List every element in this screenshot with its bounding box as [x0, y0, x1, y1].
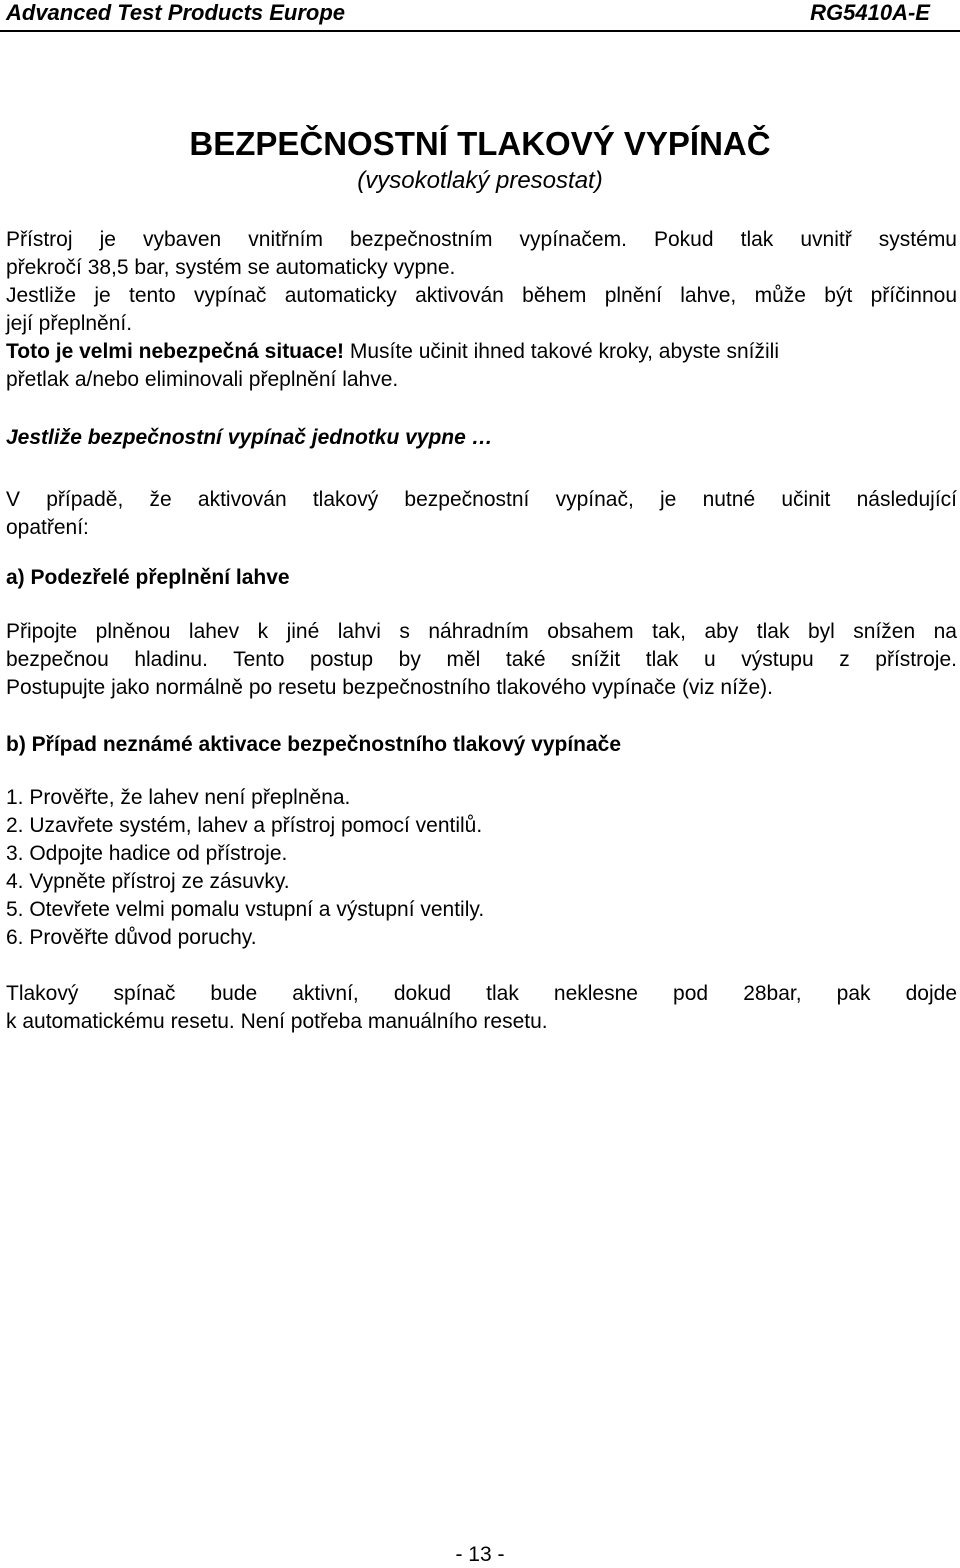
measures-intro: [6, 486, 957, 542]
warning-text: Toto je velmi nebezpečná situace!: [6, 340, 345, 363]
step-item: 2. Uzavřete systém, lahev a přístroj pomocí ventilů.: [6, 814, 483, 837]
section-heading: Jestliže bezpečnostní vypínač jednotku vypne …: [6, 426, 493, 449]
case-b-heading: b) Případ neznámé aktivace bezpečnostního tlakový vypínače: [6, 733, 622, 756]
case-b-heading-block: [6, 731, 957, 759]
case-a-paragraph: [6, 618, 957, 702]
page-number: - 13 -: [455, 1543, 505, 1566]
closing-line: k automatickému resetu. Není potřeba manuálního resetu.: [6, 1010, 548, 1033]
intro-line: překročí 38,5 bar, systém se automaticky vypne.: [6, 256, 456, 279]
measures-line: opatření:: [6, 516, 89, 539]
case-a-heading: a) Podezřelé přeplnění lahve: [6, 566, 290, 589]
case-a-line: Postupujte jako normálně po resetu bezpečnostního tlakového vypínače (viz níže).: [6, 676, 773, 699]
closing-paragraph: [6, 980, 957, 1036]
intro-line: Jestliže je tento vypínač automaticky aktivován během plnění lahve, může být příčinnou: [6, 284, 957, 307]
page-subtitle: (vysokotlaký presostat): [357, 167, 603, 194]
warning-line: [6, 338, 957, 366]
step-item: 6. Prověřte důvod poruchy.: [6, 926, 257, 949]
section-heading-block: [6, 424, 957, 452]
intro-line: přetlak a/nebo eliminovali přeplnění lahve.: [6, 368, 399, 391]
warning-continuation: Musíte učinit ihned takové kroky, abyste snížili: [344, 340, 780, 363]
intro-line: její přeplnění.: [6, 312, 133, 335]
case-b-steps: [6, 784, 957, 952]
step-item: 4. Vypněte přístroj ze zásuvky.: [6, 870, 290, 893]
step-item: 3. Odpojte hadice od přístroje.: [6, 842, 288, 865]
measures-line: V případě, že aktivován tlakový bezpečnostní vypínač, je nutné učinit následující: [6, 488, 957, 511]
page-header: [0, 0, 960, 36]
model-number: RG5410A-E: [810, 0, 930, 25]
closing-line: Tlakový spínač bude aktivní, dokud tlak neklesne pod 28bar, pak dojde: [6, 982, 957, 1005]
case-a-line: bezpečnou hladinu. Tento postup by měl také snížit tlak u výstupu z přístroje.: [6, 648, 957, 671]
intro-paragraph: [6, 226, 957, 394]
company-name: Advanced Test Products Europe: [6, 0, 346, 25]
intro-line: Přístroj je vybaven vnitřním bezpečnostním vypínačem. Pokud tlak uvnitř systému: [6, 228, 957, 251]
step-item: 1. Prověřte, že lahev není přeplněna.: [6, 786, 351, 809]
page-title: BEZPEČNOSTNÍ TLAKOVÝ VYPÍNAČ: [189, 125, 771, 162]
step-item: 5. Otevřete velmi pomalu vstupní a výstupní ventily.: [6, 898, 485, 921]
header-rule: [0, 30, 960, 32]
case-a-line: Připojte plněnou lahev k jiné lahvi s náhradním obsahem tak, aby tlak byl snížen na: [6, 620, 957, 643]
case-a-heading-block: [6, 564, 957, 592]
